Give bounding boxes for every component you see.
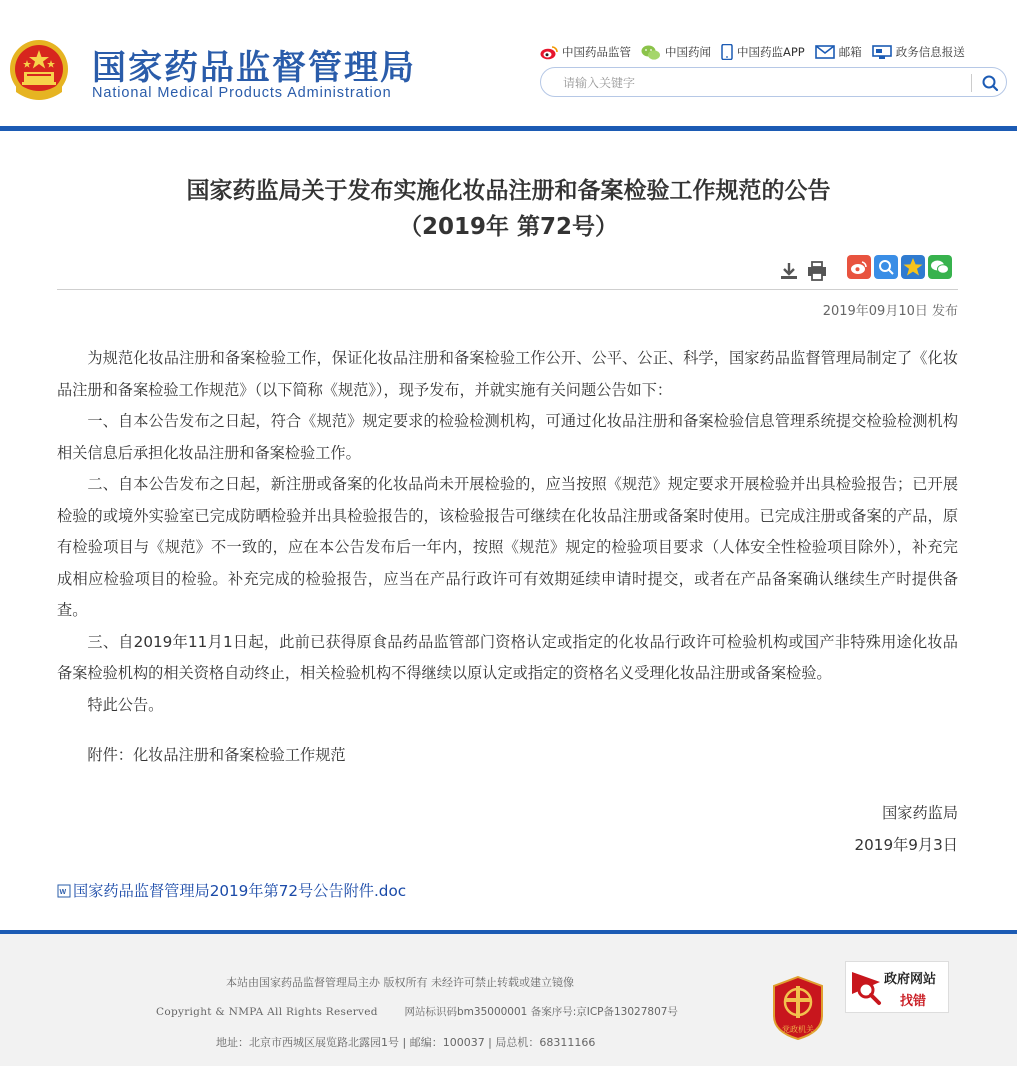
- svg-text:W: W: [59, 888, 67, 896]
- favorite-share-icon[interactable]: [901, 255, 925, 279]
- search-box: [540, 67, 1007, 97]
- article-paragraph: 特此公告。: [87, 695, 164, 714]
- weibo-share-icon[interactable]: [847, 255, 871, 279]
- wechat-share-icon[interactable]: [928, 255, 952, 279]
- magnifier-flag-icon: [850, 970, 884, 1006]
- search-input[interactable]: [563, 74, 963, 92]
- link-label: 中国药监APP: [737, 45, 805, 59]
- mail-icon: [815, 45, 835, 59]
- weibo-icon: [540, 45, 558, 60]
- article-paragraph: 二、自本公告发布之日起，新注册或备案的化妆品尚未开展检验的，应当按照《规范》规定要求开展检验并出具检验报告；已开展检验的或境外实验室已完成防晒检验并出具检验报告的，该检验报告可继续在化妆品注册或备案时使用。已完成注册或备案的产品，原有检验项目与《规范》不一致的，应在本公告发布后一年内，按照《规范》规定的检验项目要求（人体安全性检验项目除外），补充完成相应检验项目的检验。补充完成的检验报告，应当在产品行政许可有效期延续申请时提交，或者在产品备案确认继续生产时提供备查。: [57, 475, 958, 619]
- site-logo-subtitle[interactable]: National Medical Products Administration: [92, 85, 392, 101]
- article-paragraph: 一、自本公告发布之日起，符合《规范》规定要求的检验检测机构，可通过化妆品注册和备案检验信息管理系统提交检验检测机构相关信息后承担化妆品注册和备案检验工作。: [57, 412, 958, 462]
- link-label: 中国药闻: [665, 45, 711, 59]
- article-title: 国家药监局关于发布实施化妆品注册和备案检验工作规范的公告: [186, 178, 831, 204]
- link-wechat-news[interactable]: [641, 44, 711, 60]
- site-header: [0, 0, 1017, 126]
- link-label: 中国药品监管: [562, 45, 631, 59]
- footer-address: 地址：北京市西城区展览路北露园1号 | 邮编：100037 | 局总机：68311166: [216, 1036, 596, 1049]
- search-icon[interactable]: [979, 72, 1001, 94]
- article-body: [57, 343, 958, 772]
- article-paragraph: 为规范化妆品注册和备案检验工作，保证化妆品注册和备案检验工作公开、公平、公正、科学，国家药品监督管理局制定了《化妆品注册和备案检验工作规范》（以下简称《规范》），现予发布，并就实施有关问题公告如下：: [57, 349, 958, 399]
- report-label-1: 政府网站: [884, 972, 937, 987]
- party-government-badge-icon[interactable]: [772, 976, 824, 1040]
- footer-icp[interactable]: 网站标识码bm35000001 备案序号:京ICP备13027807号: [404, 1006, 678, 1018]
- link-mail[interactable]: [815, 44, 862, 60]
- link-label: 政务信息报送: [895, 45, 965, 59]
- attachment-file-link[interactable]: [57, 880, 406, 901]
- article-tools: [778, 260, 828, 282]
- site-footer: [0, 934, 1017, 1066]
- link-label: 邮箱: [838, 45, 862, 59]
- print-icon[interactable]: [806, 260, 828, 282]
- attachment-file-name: 国家药品监督管理局2019年第72号公告附件.doc: [73, 882, 407, 900]
- site-logo-title[interactable]: 国家药品监督管理局: [92, 48, 416, 88]
- title-divider: [57, 289, 958, 290]
- link-app[interactable]: [721, 44, 805, 60]
- article-number: （2019年 第72号）: [398, 214, 619, 240]
- article-paragraph: 三、自2019年11月1日起，此前已获得原食品药品监管部门资格认定或指定的化妆品行政许可检验机构或国产非特殊用途化妆品备案检验机构的相关资格自动终止，相关检验机构不得继续以原认定或指定的资格名义受理化妆品注册或备案检验。: [57, 632, 958, 682]
- report-label-2: 找错: [900, 994, 927, 1009]
- mobile-icon: [721, 44, 733, 60]
- signer: 国家药监局: [882, 804, 958, 822]
- attachment-note: 附件：化妆品注册和备案检验工作规范: [87, 746, 346, 764]
- header-divider-bar: [0, 126, 1017, 131]
- footer-copyright-line: [156, 1004, 678, 1019]
- link-report[interactable]: [872, 44, 965, 60]
- download-icon[interactable]: [778, 260, 800, 282]
- search-divider: [971, 74, 972, 92]
- word-doc-icon: [57, 884, 71, 898]
- wechat-icon: [641, 45, 661, 60]
- qzone-share-icon[interactable]: [874, 255, 898, 279]
- national-emblem-icon: [8, 38, 70, 104]
- report-error-button[interactable]: [845, 961, 949, 1013]
- monitor-icon: [872, 45, 892, 60]
- share-bar: [847, 255, 952, 279]
- footer-sponsor: 本站由国家药品监督管理局主办 版权所有 未经许可禁止转载或建立镜像: [226, 976, 574, 989]
- link-weibo[interactable]: [540, 44, 631, 60]
- sign-date: 2019年9月3日: [854, 836, 958, 854]
- footer-copyright: Copyright & NMPA All Rights Reserved: [156, 1006, 378, 1018]
- top-links: [540, 44, 965, 60]
- publish-date: 2019年09月10日 发布: [822, 304, 958, 319]
- badge-text: 党政机关: [782, 1025, 814, 1034]
